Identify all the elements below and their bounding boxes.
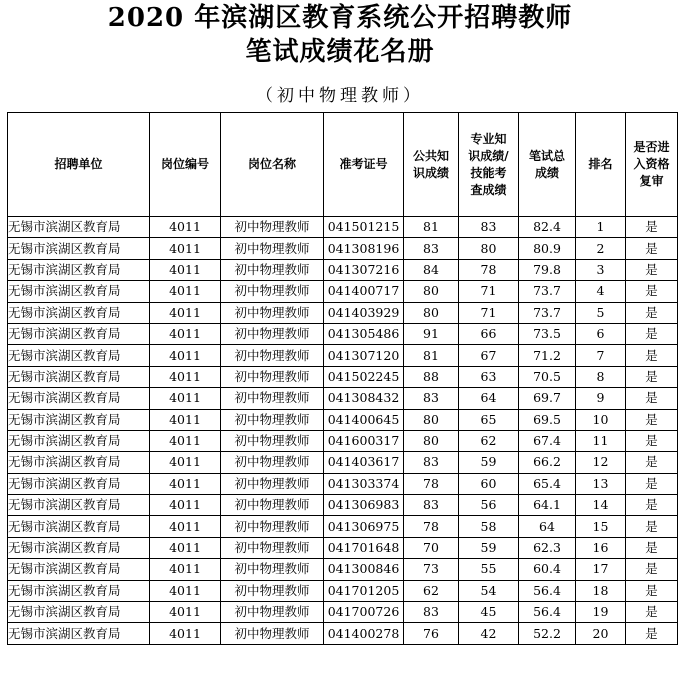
cell-professional-score: 66 — [459, 323, 519, 344]
cell-post-name: 初中物理教师 — [221, 302, 324, 323]
cell-public-score: 80 — [404, 281, 459, 302]
cell-professional-score: 59 — [459, 452, 519, 473]
cell-professional-score: 63 — [459, 366, 519, 387]
cell-professional-score: 71 — [459, 281, 519, 302]
cell-rank: 17 — [576, 559, 626, 580]
cell-unit: 无锡市滨湖区教育局 — [8, 580, 150, 601]
cell-post-name: 初中物理教师 — [221, 259, 324, 280]
cell-rank: 13 — [576, 473, 626, 494]
cell-post-name: 初中物理教师 — [221, 345, 324, 366]
cell-rank: 6 — [576, 323, 626, 344]
cell-rank: 5 — [576, 302, 626, 323]
cell-unit: 无锡市滨湖区教育局 — [8, 259, 150, 280]
cell-rank: 3 — [576, 259, 626, 280]
cell-total-score: 80.9 — [519, 238, 576, 259]
table-row — [8, 473, 678, 494]
cell-qualified: 是 — [626, 559, 678, 580]
cell-post-code: 4011 — [150, 473, 221, 494]
cell-exam-id: 041308196 — [324, 238, 404, 259]
cell-total-score: 73.7 — [519, 302, 576, 323]
cell-post-code: 4011 — [150, 366, 221, 387]
cell-public-score: 70 — [404, 537, 459, 558]
cell-total-score: 73.7 — [519, 281, 576, 302]
cell-post-name: 初中物理教师 — [221, 580, 324, 601]
cell-post-code: 4011 — [150, 388, 221, 409]
cell-total-score: 70.5 — [519, 366, 576, 387]
cell-exam-id: 041307216 — [324, 259, 404, 280]
table-row — [8, 559, 678, 580]
cell-public-score: 78 — [404, 473, 459, 494]
cell-total-score: 79.8 — [519, 259, 576, 280]
cell-rank: 10 — [576, 409, 626, 430]
document-title-line1: 2020 年滨湖区教育系统公开招聘教师 — [107, 3, 573, 33]
cell-professional-score: 45 — [459, 602, 519, 623]
cell-post-code: 4011 — [150, 516, 221, 537]
cell-professional-score: 65 — [459, 409, 519, 430]
cell-total-score: 60.4 — [519, 559, 576, 580]
header-rank: 排名 — [576, 113, 626, 217]
table-row — [8, 623, 678, 644]
cell-exam-id: 041502245 — [324, 366, 404, 387]
cell-total-score: 69.7 — [519, 388, 576, 409]
cell-professional-score: 42 — [459, 623, 519, 644]
cell-rank: 2 — [576, 238, 626, 259]
cell-total-score: 64 — [519, 516, 576, 537]
cell-post-name: 初中物理教师 — [221, 559, 324, 580]
cell-public-score: 83 — [404, 602, 459, 623]
cell-post-name: 初中物理教师 — [221, 217, 324, 238]
cell-unit: 无锡市滨湖区教育局 — [8, 602, 150, 623]
cell-professional-score: 62 — [459, 430, 519, 451]
cell-total-score: 71.2 — [519, 345, 576, 366]
cell-unit: 无锡市滨湖区教育局 — [8, 559, 150, 580]
cell-qualified: 是 — [626, 388, 678, 409]
cell-unit: 无锡市滨湖区教育局 — [8, 281, 150, 302]
cell-professional-score: 59 — [459, 537, 519, 558]
cell-professional-score: 64 — [459, 388, 519, 409]
cell-public-score: 78 — [404, 516, 459, 537]
cell-post-code: 4011 — [150, 323, 221, 344]
cell-public-score: 80 — [404, 409, 459, 430]
cell-professional-score: 56 — [459, 495, 519, 516]
cell-qualified: 是 — [626, 623, 678, 644]
cell-rank: 12 — [576, 452, 626, 473]
cell-exam-id: 041306983 — [324, 495, 404, 516]
cell-exam-id: 041701648 — [324, 537, 404, 558]
cell-rank: 16 — [576, 537, 626, 558]
cell-exam-id: 041305486 — [324, 323, 404, 344]
cell-professional-score: 54 — [459, 580, 519, 601]
cell-rank: 14 — [576, 495, 626, 516]
cell-exam-id: 041501215 — [324, 217, 404, 238]
cell-unit: 无锡市滨湖区教育局 — [8, 430, 150, 451]
table-row — [8, 366, 678, 387]
cell-post-name: 初中物理教师 — [221, 281, 324, 302]
cell-post-code: 4011 — [150, 238, 221, 259]
cell-public-score: 83 — [404, 238, 459, 259]
cell-unit: 无锡市滨湖区教育局 — [8, 217, 150, 238]
cell-total-score: 56.4 — [519, 580, 576, 601]
cell-exam-id: 041701205 — [324, 580, 404, 601]
header-post-name: 岗位名称 — [221, 113, 324, 217]
cell-post-name: 初中物理教师 — [221, 516, 324, 537]
cell-public-score: 73 — [404, 559, 459, 580]
cell-post-code: 4011 — [150, 302, 221, 323]
table-row — [8, 217, 678, 238]
cell-post-name: 初中物理教师 — [221, 409, 324, 430]
cell-public-score: 84 — [404, 259, 459, 280]
table-row — [8, 259, 678, 280]
cell-unit: 无锡市滨湖区教育局 — [8, 302, 150, 323]
cell-qualified: 是 — [626, 580, 678, 601]
cell-unit: 无锡市滨湖区教育局 — [8, 623, 150, 644]
cell-post-name: 初中物理教师 — [221, 495, 324, 516]
cell-public-score: 83 — [404, 495, 459, 516]
cell-exam-id: 041400278 — [324, 623, 404, 644]
cell-exam-id: 041300846 — [324, 559, 404, 580]
cell-public-score: 91 — [404, 323, 459, 344]
cell-exam-id: 041403617 — [324, 452, 404, 473]
cell-qualified: 是 — [626, 452, 678, 473]
cell-rank: 18 — [576, 580, 626, 601]
cell-rank: 1 — [576, 217, 626, 238]
header-unit: 招聘单位 — [8, 113, 150, 217]
cell-public-score: 80 — [404, 430, 459, 451]
table-row — [8, 580, 678, 601]
cell-post-name: 初中物理教师 — [221, 323, 324, 344]
cell-qualified: 是 — [626, 345, 678, 366]
table-row — [8, 302, 678, 323]
cell-rank: 20 — [576, 623, 626, 644]
cell-qualified: 是 — [626, 602, 678, 623]
cell-professional-score: 67 — [459, 345, 519, 366]
cell-exam-id: 041308432 — [324, 388, 404, 409]
cell-unit: 无锡市滨湖区教育局 — [8, 323, 150, 344]
cell-post-code: 4011 — [150, 559, 221, 580]
cell-professional-score: 55 — [459, 559, 519, 580]
cell-post-name: 初中物理教师 — [221, 430, 324, 451]
cell-professional-score: 80 — [459, 238, 519, 259]
cell-total-score: 65.4 — [519, 473, 576, 494]
table-row — [8, 409, 678, 430]
header-total-score: 笔试总成绩 — [519, 113, 576, 217]
cell-post-name: 初中物理教师 — [221, 473, 324, 494]
cell-qualified: 是 — [626, 495, 678, 516]
cell-public-score: 81 — [404, 345, 459, 366]
cell-unit: 无锡市滨湖区教育局 — [8, 537, 150, 558]
cell-qualified: 是 — [626, 409, 678, 430]
header-post-code: 岗位编号 — [150, 113, 221, 217]
cell-post-code: 4011 — [150, 281, 221, 302]
cell-professional-score: 71 — [459, 302, 519, 323]
cell-public-score: 76 — [404, 623, 459, 644]
cell-post-code: 4011 — [150, 259, 221, 280]
cell-qualified: 是 — [626, 302, 678, 323]
cell-unit: 无锡市滨湖区教育局 — [8, 238, 150, 259]
table-row — [8, 537, 678, 558]
cell-post-code: 4011 — [150, 602, 221, 623]
cell-post-code: 4011 — [150, 495, 221, 516]
cell-exam-id: 041400645 — [324, 409, 404, 430]
cell-post-name: 初中物理教师 — [221, 452, 324, 473]
cell-post-code: 4011 — [150, 452, 221, 473]
cell-public-score: 81 — [404, 217, 459, 238]
cell-public-score: 83 — [404, 388, 459, 409]
cell-post-code: 4011 — [150, 623, 221, 644]
table-row — [8, 495, 678, 516]
score-table — [7, 112, 678, 645]
cell-total-score: 67.4 — [519, 430, 576, 451]
cell-total-score: 62.3 — [519, 537, 576, 558]
cell-post-name: 初中物理教师 — [221, 388, 324, 409]
table-body — [8, 217, 678, 645]
page-bottom-rule — [7, 644, 677, 645]
cell-post-code: 4011 — [150, 217, 221, 238]
cell-qualified: 是 — [626, 259, 678, 280]
cell-unit: 无锡市滨湖区教育局 — [8, 366, 150, 387]
table-row — [8, 238, 678, 259]
cell-total-score: 82.4 — [519, 217, 576, 238]
cell-post-code: 4011 — [150, 430, 221, 451]
cell-unit: 无锡市滨湖区教育局 — [8, 473, 150, 494]
cell-post-code: 4011 — [150, 537, 221, 558]
table-row — [8, 452, 678, 473]
cell-rank: 9 — [576, 388, 626, 409]
cell-qualified: 是 — [626, 217, 678, 238]
cell-professional-score: 78 — [459, 259, 519, 280]
table-header-row — [8, 113, 678, 217]
header-public-score: 公共知识成绩 — [404, 113, 459, 217]
cell-rank: 15 — [576, 516, 626, 537]
cell-unit: 无锡市滨湖区教育局 — [8, 495, 150, 516]
cell-exam-id: 041307120 — [324, 345, 404, 366]
cell-public-score: 80 — [404, 302, 459, 323]
cell-professional-score: 83 — [459, 217, 519, 238]
cell-post-code: 4011 — [150, 345, 221, 366]
cell-qualified: 是 — [626, 537, 678, 558]
cell-unit: 无锡市滨湖区教育局 — [8, 452, 150, 473]
cell-exam-id: 041700726 — [324, 602, 404, 623]
cell-post-name: 初中物理教师 — [221, 602, 324, 623]
table-row — [8, 602, 678, 623]
cell-unit: 无锡市滨湖区教育局 — [8, 345, 150, 366]
cell-qualified: 是 — [626, 238, 678, 259]
cell-total-score: 52.2 — [519, 623, 576, 644]
cell-rank: 7 — [576, 345, 626, 366]
cell-qualified: 是 — [626, 323, 678, 344]
cell-post-code: 4011 — [150, 580, 221, 601]
cell-unit: 无锡市滨湖区教育局 — [8, 388, 150, 409]
header-qualified: 是否进入资格复审 — [626, 113, 678, 217]
cell-qualified: 是 — [626, 366, 678, 387]
table-row — [8, 388, 678, 409]
cell-post-code: 4011 — [150, 409, 221, 430]
cell-exam-id: 041306975 — [324, 516, 404, 537]
cell-unit: 无锡市滨湖区教育局 — [8, 409, 150, 430]
cell-rank: 8 — [576, 366, 626, 387]
cell-post-name: 初中物理教师 — [221, 537, 324, 558]
cell-qualified: 是 — [626, 516, 678, 537]
cell-post-name: 初中物理教师 — [221, 623, 324, 644]
cell-total-score: 73.5 — [519, 323, 576, 344]
cell-post-name: 初中物理教师 — [221, 238, 324, 259]
document-subtitle: （初中物理教师） — [256, 86, 424, 106]
cell-total-score: 69.5 — [519, 409, 576, 430]
cell-qualified: 是 — [626, 430, 678, 451]
cell-public-score: 83 — [404, 452, 459, 473]
table-row — [8, 323, 678, 344]
table-row — [8, 430, 678, 451]
cell-exam-id: 041600317 — [324, 430, 404, 451]
cell-exam-id: 041303374 — [324, 473, 404, 494]
document-title-line2: 笔试成绩花名册 — [245, 37, 435, 67]
cell-rank: 4 — [576, 281, 626, 302]
header-exam-id: 准考证号 — [324, 113, 404, 217]
cell-exam-id: 041400717 — [324, 281, 404, 302]
cell-total-score: 64.1 — [519, 495, 576, 516]
table-row — [8, 516, 678, 537]
cell-professional-score: 60 — [459, 473, 519, 494]
cell-public-score: 62 — [404, 580, 459, 601]
cell-total-score: 66.2 — [519, 452, 576, 473]
cell-unit: 无锡市滨湖区教育局 — [8, 516, 150, 537]
cell-qualified: 是 — [626, 281, 678, 302]
cell-professional-score: 58 — [459, 516, 519, 537]
cell-rank: 11 — [576, 430, 626, 451]
cell-public-score: 88 — [404, 366, 459, 387]
cell-post-name: 初中物理教师 — [221, 366, 324, 387]
cell-total-score: 56.4 — [519, 602, 576, 623]
header-professional-score: 专业知识成绩/技能考查成绩 — [459, 113, 519, 217]
table-row — [8, 345, 678, 366]
cell-rank: 19 — [576, 602, 626, 623]
table-row — [8, 281, 678, 302]
cell-qualified: 是 — [626, 473, 678, 494]
cell-exam-id: 041403929 — [324, 302, 404, 323]
